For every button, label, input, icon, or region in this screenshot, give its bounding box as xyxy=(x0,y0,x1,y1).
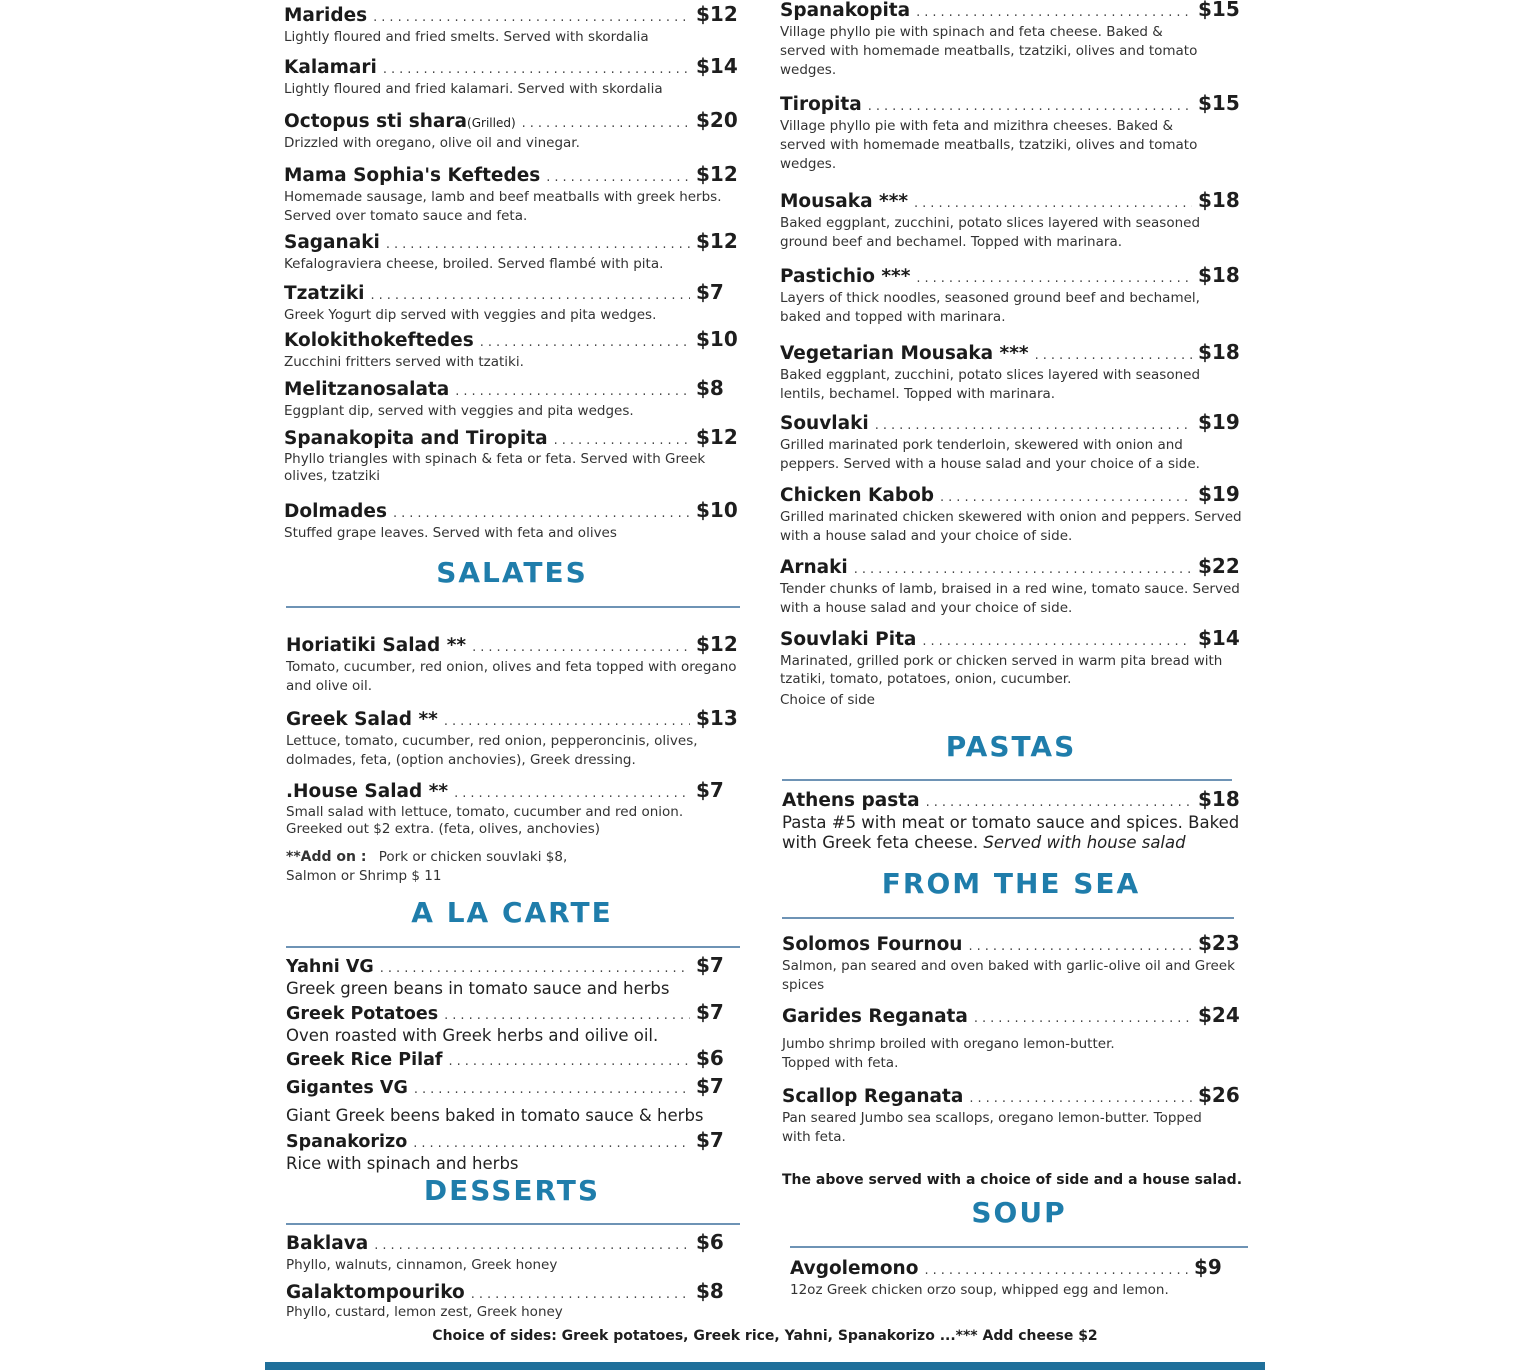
leader-dots xyxy=(383,62,690,77)
item-name: Yahni VG xyxy=(286,957,374,977)
leader-dots xyxy=(916,5,1192,20)
item-price: $7 xyxy=(696,953,724,977)
leader-dots xyxy=(374,1238,690,1253)
item-description: Village phyllo pie with spinach and feta cheese. Baked & served with homemade meatballs, tzatziki, olives and tomato wedges. xyxy=(780,24,1198,78)
item-price: $18 xyxy=(1198,188,1240,212)
menu-item-kalamari xyxy=(284,54,740,99)
leader-dots xyxy=(414,1082,690,1097)
item-description: Salmon, pan seared and oven baked with garlic-olive oil and Greek spices xyxy=(782,958,1235,993)
section-heading-soup: SOUP xyxy=(971,1196,1067,1229)
item-description: Giant Greek beens baked in tomato sauce & herbs xyxy=(286,1106,704,1125)
item-price: $20 xyxy=(696,108,738,132)
leader-dots xyxy=(454,786,690,801)
menu-item-souvlaki xyxy=(780,410,1242,474)
item-description-text: Pasta #5 with meat or tomato sauce and spices. Baked with Greek feta cheese. xyxy=(782,813,1240,852)
section-heading-salates: SALATES xyxy=(436,556,588,589)
item-price: $10 xyxy=(696,327,738,351)
menu-item-mousaka xyxy=(780,188,1242,252)
leader-dots xyxy=(386,237,690,252)
leader-dots xyxy=(554,433,690,448)
item-price: $9 xyxy=(1194,1255,1222,1279)
item-name: Spanakopita and Tiropita xyxy=(284,428,548,449)
item-description: Lettuce, tomato, cucumber, red onion, pepperoncinis, olives, dolmades, feta, (option anchovies), Greek dressing. xyxy=(286,733,698,768)
footer-bar xyxy=(265,1362,1265,1370)
item-name: Pastichio *** xyxy=(780,266,911,287)
leader-dots xyxy=(413,1136,690,1151)
item-description: Zucchini fritters served with tzatiki. xyxy=(284,354,524,370)
menu-item-spanakopita-tiropita xyxy=(284,425,740,485)
item-name: Solomos Fournou xyxy=(782,934,963,955)
item-price: $7 xyxy=(696,778,724,802)
item-description: Rice with spinach and herbs xyxy=(286,1154,519,1173)
menu-item-octopus xyxy=(284,108,740,153)
leader-dots xyxy=(926,795,1192,810)
item-name-text: Octopus sti shara xyxy=(284,111,468,132)
item-description: Tender chunks of lamb, braised in a red wine, tomato sauce. Served with a house salad and your choice of side. xyxy=(780,581,1240,616)
item-name: Horiatiki Salad ** xyxy=(286,635,467,656)
item-price: $6 xyxy=(696,1230,724,1254)
menu-item-horiatiki xyxy=(286,632,740,696)
leader-dots xyxy=(480,335,690,350)
leader-dots xyxy=(940,490,1192,505)
menu-item-greek-salad xyxy=(286,706,740,770)
menu-item-chicken-kabob xyxy=(780,482,1242,546)
item-name: Tiropita xyxy=(780,94,862,115)
item-price: $7 xyxy=(696,1000,724,1024)
item-name: Scallop Reganata xyxy=(782,1086,964,1107)
item-name: Garides Reganata xyxy=(782,1006,968,1027)
item-name: Kalamari xyxy=(284,57,377,78)
menu-item-marides xyxy=(284,2,740,47)
leader-dots xyxy=(974,1011,1192,1026)
item-description: Stuffed grape leaves. Served with feta and olives xyxy=(284,525,617,541)
item-description: Baked eggplant, zucchini, potato slices layered with seasoned lentils, bechamel. Topped with marinara. xyxy=(780,367,1201,402)
section-divider xyxy=(286,946,740,948)
item-name: Vegetarian Mousaka *** xyxy=(780,343,1029,364)
leader-dots xyxy=(1035,348,1192,363)
item-price: $19 xyxy=(1198,482,1240,506)
menu-item-scallop xyxy=(782,1083,1242,1147)
item-name: Kolokithokeftedes xyxy=(284,330,474,351)
item-description: 12oz Greek chicken orzo soup, whipped egg and lemon. xyxy=(790,1282,1169,1298)
leader-dots xyxy=(370,288,690,303)
item-name: Souvlaki xyxy=(780,413,869,434)
item-description: Phyllo, walnuts, cinnamon, Greek honey xyxy=(286,1257,558,1273)
item-price: $12 xyxy=(696,2,738,26)
item-description: Grilled marinated chicken skewered with onion and peppers. Served with a house salad and your choice of side. xyxy=(780,509,1242,544)
item-description: Layers of thick noodles, seasoned ground beef and bechamel, baked and topped with marinara. xyxy=(780,290,1200,325)
menu-item-avgolemono xyxy=(790,1255,1238,1300)
leader-dots xyxy=(924,1263,1188,1278)
item-name: Arnaki xyxy=(780,557,848,578)
menu-item-athens-pasta xyxy=(782,787,1242,853)
section-divider xyxy=(286,606,740,608)
item-name: Avgolemono xyxy=(790,1258,919,1279)
leader-dots xyxy=(546,170,690,185)
item-name-note: (Grilled) xyxy=(467,116,516,130)
menu-item-kolokithokeftedes xyxy=(284,327,740,372)
item-price: $23 xyxy=(1198,931,1240,955)
item-name: Greek Potatoes xyxy=(286,1004,439,1024)
item-description: Homemade sausage, lamb and beef meatballs with greek herbs. Served over tomato sauce and feta. xyxy=(284,189,722,224)
leader-dots xyxy=(854,562,1192,577)
leader-dots xyxy=(444,1008,690,1023)
leader-dots xyxy=(922,634,1192,649)
item-name: Galaktompouriko xyxy=(286,1282,465,1303)
item-price: $22 xyxy=(1198,554,1240,578)
sides-footer-note: Choice of sides: Greek potatoes, Greek rice, Yahni, Spanakorizo ...*** Add cheese $2 xyxy=(432,1328,1098,1344)
item-price: $12 xyxy=(696,229,738,253)
item-price: $24 xyxy=(1198,1003,1240,1027)
item-price: $19 xyxy=(1198,410,1240,434)
leader-dots xyxy=(393,506,690,521)
leader-dots xyxy=(471,1287,690,1302)
item-price: $8 xyxy=(696,376,724,400)
item-name: Souvlaki Pita xyxy=(780,629,917,650)
item-price: $12 xyxy=(696,632,738,656)
item-name: Spanakorizo xyxy=(286,1132,408,1152)
leader-dots xyxy=(916,271,1192,286)
item-price: $14 xyxy=(696,54,738,78)
item-price: $18 xyxy=(1198,787,1240,811)
leader-dots xyxy=(875,418,1192,433)
menu-item-souvlaki-pita xyxy=(780,626,1242,688)
menu-item-galaktompouriko xyxy=(286,1279,740,1320)
menu-item-baklava xyxy=(286,1230,740,1275)
item-description: Lightly floured and fried kalamari. Served with skordalia xyxy=(284,81,663,97)
item-name: Saganaki xyxy=(284,232,380,253)
item-price: $12 xyxy=(696,425,738,449)
leader-dots xyxy=(968,939,1192,954)
leader-dots xyxy=(472,640,690,655)
item-description: Jumbo shrimp broiled with oregano lemon-butter. Topped with feta. xyxy=(782,1036,1115,1071)
section-divider xyxy=(782,779,1232,781)
item-name: Greek Rice Pilaf xyxy=(286,1050,443,1070)
menu-item-gigantes xyxy=(286,1074,740,1126)
item-description: Oven roasted with Greek herbs and oilive oil. xyxy=(286,1026,659,1045)
leader-dots xyxy=(868,99,1192,114)
choice-of-side-note: Choice of side xyxy=(780,692,875,708)
item-name: Dolmades xyxy=(284,501,387,522)
item-price: $6 xyxy=(696,1046,724,1070)
item-name: Mousaka *** xyxy=(780,191,909,212)
menu-item-spanakorizo xyxy=(286,1128,740,1174)
item-price: $7 xyxy=(696,1128,724,1152)
item-name: Chicken Kabob xyxy=(780,485,935,506)
item-name xyxy=(284,111,516,132)
item-name: Gigantes VG xyxy=(286,1078,408,1098)
add-on-text-2: Salmon or Shrimp $ 11 xyxy=(286,868,442,884)
item-description-italic: Served with house salad xyxy=(983,833,1186,852)
add-on-label: **Add on : xyxy=(286,849,367,865)
section-heading-pastas: PASTAS xyxy=(945,730,1077,763)
menu-item-house-salad xyxy=(286,778,740,838)
leader-dots xyxy=(522,116,690,131)
item-description: Greek Yogurt dip served with veggies and pita wedges. xyxy=(284,307,657,323)
menu-item-tiropita xyxy=(780,91,1242,174)
sea-served-note: The above served with a choice of side and a house salad. xyxy=(782,1172,1243,1188)
section-divider xyxy=(782,917,1234,919)
menu-item-pastichio xyxy=(780,263,1242,327)
menu-item-greek-potatoes xyxy=(286,1000,740,1046)
menu-item-dolmades xyxy=(284,498,740,543)
item-price: $14 xyxy=(1198,626,1240,650)
section-heading-from-the-sea: FROM THE SEA xyxy=(881,867,1141,900)
menu-item-keftedes xyxy=(284,162,740,226)
item-price: $7 xyxy=(696,280,724,304)
section-divider xyxy=(286,1223,740,1225)
menu-item-saganaki xyxy=(284,229,740,274)
item-name: Greek Salad ** xyxy=(286,709,438,730)
leader-dots xyxy=(373,10,690,25)
item-description: Village phyllo pie with feta and mizithra cheeses. Baked & served with homemade meatballs, tzatziki, olives and tomato wedges. xyxy=(780,118,1198,172)
leader-dots xyxy=(969,1091,1192,1106)
item-description: Drizzled with oregano, olive oil and vinegar. xyxy=(284,135,580,151)
leader-dots xyxy=(914,196,1192,211)
item-description: Tomato, cucumber, red onion, olives and feta topped with oregano and olive oil. xyxy=(286,659,737,694)
menu-item-melitzanosalata xyxy=(284,376,740,421)
item-description: Baked eggplant, zucchini, potato slices layered with seasoned ground beef and bechamel. Topped with marinara. xyxy=(780,215,1201,250)
item-description: Phyllo, custard, lemon zest, Greek honey xyxy=(286,1304,563,1320)
item-price: $26 xyxy=(1198,1083,1240,1107)
leader-dots xyxy=(380,961,690,976)
item-price: $18 xyxy=(1198,263,1240,287)
item-name: .House Salad ** xyxy=(286,781,449,802)
leader-dots xyxy=(455,384,690,399)
item-description: Marinated, grilled pork or chicken served in warm pita bread with tzatiki, tomato, potatoes, onion, cucumber. xyxy=(780,653,1223,687)
menu-item-solomos xyxy=(782,931,1242,995)
menu-item-tzatziki xyxy=(284,280,740,325)
item-name: Marides xyxy=(284,5,368,26)
item-description: Small salad with lettuce, tomato, cucumber and red onion. Greeked out $2 extra. (feta, olives, anchovies) xyxy=(286,804,684,837)
add-on-text: Pork or chicken souvlaki $8, xyxy=(378,849,568,865)
item-description: Lightly floured and fried smelts. Served with skordalia xyxy=(284,29,649,45)
item-description: Greek green beans in tomato sauce and herbs xyxy=(286,979,670,998)
add-on-note xyxy=(286,848,740,886)
menu-item-yahni xyxy=(286,953,740,999)
item-name: Baklava xyxy=(286,1233,369,1254)
item-name: Melitzanosalata xyxy=(284,379,450,400)
item-description: Phyllo triangles with spinach & feta or feta. Served with Greek olives, tzatziki xyxy=(284,451,706,484)
leader-dots xyxy=(449,1054,690,1069)
item-name: Athens pasta xyxy=(782,790,920,811)
section-heading-desserts: DESSERTS xyxy=(423,1174,601,1207)
menu-item-vegetarian-mousaka xyxy=(780,340,1242,404)
item-name: Tzatziki xyxy=(284,283,365,304)
item-name: Spanakopita xyxy=(780,0,911,21)
item-description: Grilled marinated pork tenderloin, skewered with onion and peppers. Served with a house salad and your choice of a side. xyxy=(780,437,1200,472)
item-description: Kefalograviera cheese, broiled. Served flambé with pita. xyxy=(284,256,664,272)
item-price: $7 xyxy=(696,1074,724,1098)
item-price: $15 xyxy=(1198,0,1240,21)
section-divider xyxy=(790,1246,1248,1248)
item-price: $15 xyxy=(1198,91,1240,115)
menu-item-spanakopita xyxy=(780,0,1242,80)
menu-item-arnaki xyxy=(780,554,1242,618)
item-description xyxy=(782,813,1242,853)
menu-item-rice-pilaf xyxy=(286,1046,740,1072)
item-name: Mama Sophia's Keftedes xyxy=(284,165,541,186)
item-price: $10 xyxy=(696,498,738,522)
item-price: $12 xyxy=(696,162,738,186)
item-description: Pan seared Jumbo sea scallops, oregano lemon-butter. Topped with feta. xyxy=(782,1110,1202,1145)
item-price: $13 xyxy=(696,706,738,730)
section-heading-a-la-carte: A LA CARTE xyxy=(411,896,613,929)
item-price: $8 xyxy=(696,1279,724,1303)
item-price: $18 xyxy=(1198,340,1240,364)
item-description: Eggplant dip, served with veggies and pita wedges. xyxy=(284,403,634,419)
menu-item-garides xyxy=(782,1003,1242,1073)
leader-dots xyxy=(444,714,690,729)
